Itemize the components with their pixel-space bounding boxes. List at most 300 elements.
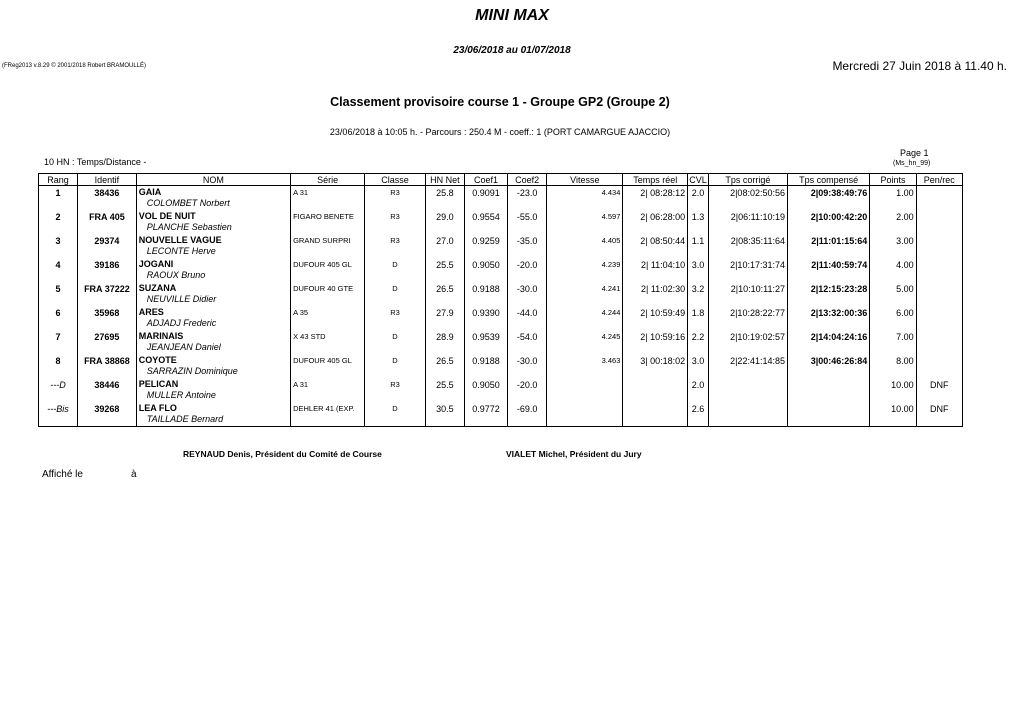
table-row <box>39 330 963 354</box>
cell-value: -20.0 <box>516 380 538 390</box>
cell-vitesse <box>547 234 623 258</box>
cell-value: -23.0 <box>516 188 538 198</box>
document-title: MINI MAX <box>475 7 549 24</box>
cell-classe <box>365 402 426 427</box>
cell-reel <box>623 282 688 306</box>
cell-identif <box>78 306 137 330</box>
column-header: Coef1 <box>464 174 507 186</box>
cell-pen <box>916 330 962 354</box>
column-header: Pen/rec <box>916 174 962 186</box>
print-date: Mercredi 27 Juin 2018 à 11.40 h. <box>832 59 1007 73</box>
posted-label: Affiché le <box>42 469 83 480</box>
cell-rang <box>39 306 78 330</box>
cell-compense <box>787 258 869 282</box>
cell-value: 38436 <box>94 188 120 198</box>
column-header: Identif <box>78 174 137 186</box>
cell-vitesse <box>547 306 623 330</box>
cell-value: 30.5 <box>436 404 454 414</box>
cell-hn <box>425 402 464 427</box>
cell-value: -55.0 <box>516 212 538 222</box>
boat-name: PELICAN <box>138 379 179 389</box>
cell-pen <box>916 210 962 234</box>
cell-value: 2|08:35:11:64 <box>730 236 785 246</box>
cell-serie <box>291 186 365 211</box>
cell-corrige <box>708 330 787 354</box>
cell-value: -20.0 <box>516 260 538 270</box>
cell-value: 0.9091 <box>472 188 500 198</box>
course-info: 23/06/2018 à 10:05 h. - Parcours : 250.4 M - coeff.: 1 (PORT CAMARGUE AJACCIO) <box>329 127 671 137</box>
skipper-name: LECONTE Herve <box>146 246 216 256</box>
cell-hn <box>425 210 464 234</box>
cell-compense <box>787 354 869 378</box>
cell-serie <box>291 378 365 402</box>
cell-value: DUFOUR 405 GL <box>293 260 352 269</box>
cell-serie <box>291 306 365 330</box>
cell-value: 4.245 <box>601 332 621 341</box>
cell-value: 25.5 <box>436 380 454 390</box>
cell-identif <box>78 282 137 306</box>
cell-value: 0.9539 <box>472 332 500 342</box>
cell-vitesse <box>547 210 623 234</box>
boat-name: VOL DE NUIT <box>138 211 196 221</box>
cell-identif <box>78 402 137 427</box>
skipper-name: RAOUX Bruno <box>146 270 206 280</box>
cell-coef1 <box>464 378 507 402</box>
cell-hn <box>425 258 464 282</box>
results-table <box>38 173 963 427</box>
cell-pen <box>916 234 962 258</box>
cell-rang <box>39 210 78 234</box>
cell-corrige <box>708 402 787 427</box>
column-header: Tps compensé <box>787 174 869 186</box>
cell-value: 3.2 <box>691 284 705 294</box>
cell-value: D <box>392 404 398 413</box>
table-row <box>39 354 963 378</box>
cell-serie <box>291 258 365 282</box>
table-row <box>39 210 963 234</box>
cell-value: 2| 10:59:49 <box>640 308 686 318</box>
cell-serie <box>291 330 365 354</box>
cell-nom <box>136 354 290 378</box>
cell-coef2 <box>508 306 547 330</box>
cell-value: 10.00 <box>891 380 914 390</box>
cell-hn <box>425 234 464 258</box>
cell-reel <box>623 378 688 402</box>
cell-value: D <box>392 332 398 341</box>
cell-points <box>870 258 916 282</box>
cell-value: X 43 STD <box>293 332 326 341</box>
cell-value: 0.9050 <box>472 260 500 270</box>
cell-cvl <box>688 378 709 402</box>
cell-rang <box>39 258 78 282</box>
cell-cvl <box>688 234 709 258</box>
cell-cvl <box>688 186 709 211</box>
cell-classe <box>365 186 426 211</box>
cell-value: 2|10:28:22:77 <box>730 308 785 318</box>
cell-classe <box>365 378 426 402</box>
cell-classe <box>365 210 426 234</box>
cell-value: FRA 38868 <box>84 356 130 366</box>
cell-value: 38446 <box>94 380 120 390</box>
cell-classe <box>365 306 426 330</box>
cell-pen <box>916 282 962 306</box>
column-header: HN Net <box>425 174 464 186</box>
cell-reel <box>623 354 688 378</box>
cell-vitesse <box>547 186 623 211</box>
cell-value: DUFOUR 405 GL <box>293 356 352 365</box>
cell-cvl <box>688 330 709 354</box>
cell-vitesse <box>547 330 623 354</box>
cell-reel <box>623 234 688 258</box>
cell-value: D <box>392 260 398 269</box>
cell-corrige <box>708 258 787 282</box>
cell-corrige <box>708 306 787 330</box>
table-header-row <box>39 174 963 186</box>
cell-classe <box>365 234 426 258</box>
cell-cvl <box>688 282 709 306</box>
cell-coef2 <box>508 330 547 354</box>
skipper-name: MULLER Antoine <box>146 390 216 400</box>
cell-coef2 <box>508 402 547 427</box>
cell-value: 2| 10:59:16 <box>640 332 686 342</box>
cell-identif <box>78 258 137 282</box>
cell-value: 2.00 <box>896 212 914 222</box>
cell-value: DEHLER 41 (EXP. <box>293 404 355 413</box>
cell-vitesse <box>547 378 623 402</box>
cell-value: 2|10:00:42:20 <box>810 212 868 222</box>
cell-value: -69.0 <box>516 404 538 414</box>
cell-value: 3 <box>55 236 61 246</box>
jury-signature-label: VIALET Michel, Président du Jury <box>506 449 642 459</box>
cell-vitesse <box>547 402 623 427</box>
cell-corrige <box>708 354 787 378</box>
cell-pen <box>916 258 962 282</box>
cell-coef2 <box>508 210 547 234</box>
cell-value: GRAND SURPRI <box>293 236 351 245</box>
cell-cvl <box>688 402 709 427</box>
table-row <box>39 282 963 306</box>
cell-nom <box>136 330 290 354</box>
boat-name: COYOTE <box>138 355 177 365</box>
cell-value: 2.0 <box>691 188 705 198</box>
table-row <box>39 186 963 211</box>
cell-identif <box>78 210 137 234</box>
cell-hn <box>425 354 464 378</box>
cell-compense <box>787 234 869 258</box>
cell-rang <box>39 354 78 378</box>
cell-compense <box>787 282 869 306</box>
cell-value: D <box>392 356 398 365</box>
cell-hn <box>425 330 464 354</box>
cell-value: FRA 37222 <box>84 284 130 294</box>
cell-value: 27695 <box>94 332 120 342</box>
cell-serie <box>291 210 365 234</box>
table-row <box>39 306 963 330</box>
cell-value: 2| 11:02:30 <box>640 284 686 294</box>
cell-classe <box>365 258 426 282</box>
cell-nom <box>136 258 290 282</box>
cell-identif <box>78 186 137 211</box>
cell-value: DNF <box>930 380 949 390</box>
cell-value: 0.9050 <box>472 380 500 390</box>
column-header: CVL <box>689 174 707 185</box>
cell-compense <box>787 186 869 211</box>
cell-value: 2|11:40:59:74 <box>811 260 868 270</box>
cell-compense <box>787 402 869 427</box>
cell-nom <box>136 186 290 211</box>
cell-value: 6.00 <box>896 308 914 318</box>
cell-value: 4.244 <box>601 308 621 317</box>
skipper-name: ADJADJ Frederic <box>146 318 217 328</box>
cell-coef1 <box>464 402 507 427</box>
table-body <box>39 186 963 427</box>
cell-value: 1.1 <box>691 236 705 246</box>
cell-value: R3 <box>390 380 400 389</box>
cell-pen <box>916 354 962 378</box>
cell-points <box>870 378 916 402</box>
cell-cvl <box>688 354 709 378</box>
cell-vitesse <box>547 354 623 378</box>
cell-rang <box>39 330 78 354</box>
cell-corrige <box>708 234 787 258</box>
rating-system: 10 HN : Temps/Distance - <box>44 157 147 167</box>
cell-value: 2|10:10:11:27 <box>730 284 785 294</box>
cell-value: 25.8 <box>436 188 454 198</box>
software-credit: (FReg2013 v.8.29 © 2001/2018 Robert BRAMOULLÉ) <box>2 63 147 69</box>
column-header: NOM <box>136 174 290 186</box>
cell-cvl <box>688 306 709 330</box>
cell-value: 0.9390 <box>472 308 500 318</box>
cell-hn <box>425 306 464 330</box>
cell-reel <box>623 258 688 282</box>
cell-coef1 <box>464 306 507 330</box>
cell-value: 2.2 <box>691 332 705 342</box>
column-header: Vitesse <box>547 174 623 186</box>
cell-coef2 <box>508 282 547 306</box>
cell-rang <box>39 234 78 258</box>
cell-value: 2|08:02:50:56 <box>730 188 785 198</box>
skipper-name: PLANCHE Sebastien <box>146 222 232 232</box>
table-row <box>39 378 963 402</box>
cell-value: 35968 <box>94 308 120 318</box>
cell-coef2 <box>508 354 547 378</box>
cell-value: 8.00 <box>896 356 914 366</box>
cell-value: 2|13:32:00:36 <box>810 308 868 318</box>
cell-compense <box>787 378 869 402</box>
skipper-name: SARRAZIN Dominique <box>146 366 238 376</box>
cell-value: D <box>392 284 398 293</box>
cell-value: 4.241 <box>601 284 621 293</box>
cell-value: 0.9188 <box>472 356 500 366</box>
cell-identif <box>78 354 137 378</box>
cell-value: 10.00 <box>891 404 914 414</box>
cell-value: 0.9772 <box>472 404 500 414</box>
cell-identif <box>78 234 137 258</box>
boat-name: MARINAIS <box>138 331 184 341</box>
cell-value: 4.239 <box>601 260 621 269</box>
cell-value: 6 <box>55 308 61 318</box>
cell-points <box>870 186 916 211</box>
classement-heading: Classement provisoire course 1 - Groupe GP2 (Groupe 2) <box>330 95 670 109</box>
cell-coef2 <box>508 234 547 258</box>
cell-value: ---D <box>50 380 66 390</box>
cell-value: 4.00 <box>896 260 914 270</box>
cell-value: 2|10:19:02:57 <box>730 332 785 342</box>
president-signature-label: REYNAUD Denis, Président du Comité de Course <box>183 449 382 459</box>
cell-points <box>870 210 916 234</box>
cell-cvl <box>688 210 709 234</box>
cell-value: 28.9 <box>436 332 454 342</box>
cell-vitesse <box>547 282 623 306</box>
table-row <box>39 234 963 258</box>
cell-serie <box>291 282 365 306</box>
cell-points <box>870 354 916 378</box>
cell-value: 3.463 <box>601 356 621 365</box>
cell-points <box>870 234 916 258</box>
cell-value: 29374 <box>94 236 120 246</box>
column-header: Rang <box>39 174 78 186</box>
cell-value: 1.3 <box>691 212 705 222</box>
cell-value: 39268 <box>94 404 120 414</box>
cell-pen <box>916 402 962 427</box>
column-header: Points <box>870 174 916 186</box>
cell-classe <box>365 282 426 306</box>
cell-value: 0.9554 <box>472 212 500 222</box>
cell-value: -30.0 <box>516 284 538 294</box>
cell-value: 29.0 <box>436 212 454 222</box>
cell-value: 25.5 <box>436 260 454 270</box>
cell-coef1 <box>464 186 507 211</box>
cell-corrige <box>708 282 787 306</box>
cell-classe <box>365 354 426 378</box>
cell-value: 4.434 <box>601 188 621 197</box>
cell-value: 27.9 <box>436 308 454 318</box>
cell-serie <box>291 234 365 258</box>
cell-value: R3 <box>390 212 400 221</box>
cell-value: R3 <box>390 236 400 245</box>
boat-name: LEA FLO <box>138 403 177 413</box>
cell-value: 0.9188 <box>472 284 500 294</box>
cell-corrige <box>708 210 787 234</box>
cell-value: R3 <box>390 188 400 197</box>
cell-rang <box>39 402 78 427</box>
boat-name: SUZANA <box>138 283 177 293</box>
cell-value: -44.0 <box>516 308 538 318</box>
cell-coef1 <box>464 210 507 234</box>
skipper-name: JEANJEAN Daniel <box>146 342 221 352</box>
cell-value: 2| 08:28:12 <box>640 188 686 198</box>
cell-value: 2|14:04:24:16 <box>810 332 868 342</box>
cell-value: 2| 06:28:00 <box>640 212 686 222</box>
cell-value: 2.0 <box>691 380 705 390</box>
cell-reel <box>623 186 688 211</box>
column-header: Série <box>291 174 365 186</box>
cell-coef1 <box>464 234 507 258</box>
cell-coef2 <box>508 378 547 402</box>
boat-name: JOGANI <box>138 259 174 269</box>
posted-at-label: à <box>131 469 137 480</box>
cell-points <box>870 330 916 354</box>
cell-hn <box>425 378 464 402</box>
cell-reel <box>623 330 688 354</box>
cell-nom <box>136 378 290 402</box>
cell-value: R3 <box>390 308 400 317</box>
cell-value: 3| 00:18:02 <box>640 356 686 366</box>
cell-corrige <box>708 186 787 211</box>
cell-serie <box>291 354 365 378</box>
cell-value: A 35 <box>293 308 309 317</box>
cell-hn <box>425 282 464 306</box>
cell-coef1 <box>464 282 507 306</box>
cell-value: 4.405 <box>601 236 621 245</box>
cell-coef1 <box>464 354 507 378</box>
cell-nom <box>136 234 290 258</box>
cell-value: -54.0 <box>516 332 538 342</box>
cell-value: 2|11:01:15:64 <box>811 236 868 246</box>
column-header: Classe <box>365 174 426 186</box>
cell-nom <box>136 282 290 306</box>
cell-compense <box>787 330 869 354</box>
cell-value: 8 <box>55 356 61 366</box>
cell-points <box>870 306 916 330</box>
cell-value: 2|09:38:49:76 <box>810 188 868 198</box>
cell-value: 2|22:41:14:85 <box>730 356 785 366</box>
page-number: Page 1 <box>900 148 929 158</box>
cell-pen <box>916 186 962 211</box>
cell-value: 1.8 <box>691 308 705 318</box>
cell-value: 1.00 <box>896 188 914 198</box>
cell-value: 2|06:11:10:19 <box>730 212 785 222</box>
cell-value: 2.6 <box>691 404 705 414</box>
cell-value: 4 <box>55 260 61 270</box>
cell-value: 7 <box>55 332 61 342</box>
cell-coef2 <box>508 258 547 282</box>
cell-rang <box>39 186 78 211</box>
cell-value: 3.00 <box>896 236 914 246</box>
cell-value: 5 <box>55 284 61 294</box>
cell-value: DUFOUR 40 GTE <box>293 284 354 293</box>
cell-nom <box>136 402 290 427</box>
cell-points <box>870 282 916 306</box>
cell-identif <box>78 330 137 354</box>
cell-coef1 <box>464 258 507 282</box>
cell-coef1 <box>464 330 507 354</box>
cell-value: ---Bis <box>47 404 69 414</box>
cell-value: 3.0 <box>691 356 705 366</box>
cell-value: DNF <box>930 404 949 414</box>
cell-points <box>870 402 916 427</box>
cell-value: 2|10:17:31:74 <box>730 260 785 270</box>
column-header: Temps réel <box>623 174 688 186</box>
cell-compense <box>787 210 869 234</box>
cell-value: 2| 11:04:10 <box>640 260 686 270</box>
cell-reel <box>623 210 688 234</box>
page-reference: (Ms_hn_99) <box>893 160 931 167</box>
cell-value: 5.00 <box>896 284 914 294</box>
cell-value: A 31 <box>293 380 309 389</box>
cell-coef2 <box>508 186 547 211</box>
cell-identif <box>78 378 137 402</box>
cell-value: 2| 08:50:44 <box>640 236 686 246</box>
cell-value: 2 <box>55 212 61 222</box>
skipper-name: COLOMBET Norbert <box>146 198 230 208</box>
skipper-name: NEUVILLE Didier <box>146 294 217 304</box>
cell-serie <box>291 402 365 427</box>
event-dates: 23/06/2018 au 01/07/2018 <box>453 45 571 56</box>
cell-value: FRA 405 <box>89 212 125 222</box>
cell-value: 1 <box>55 188 61 198</box>
cell-value: -30.0 <box>516 356 538 366</box>
